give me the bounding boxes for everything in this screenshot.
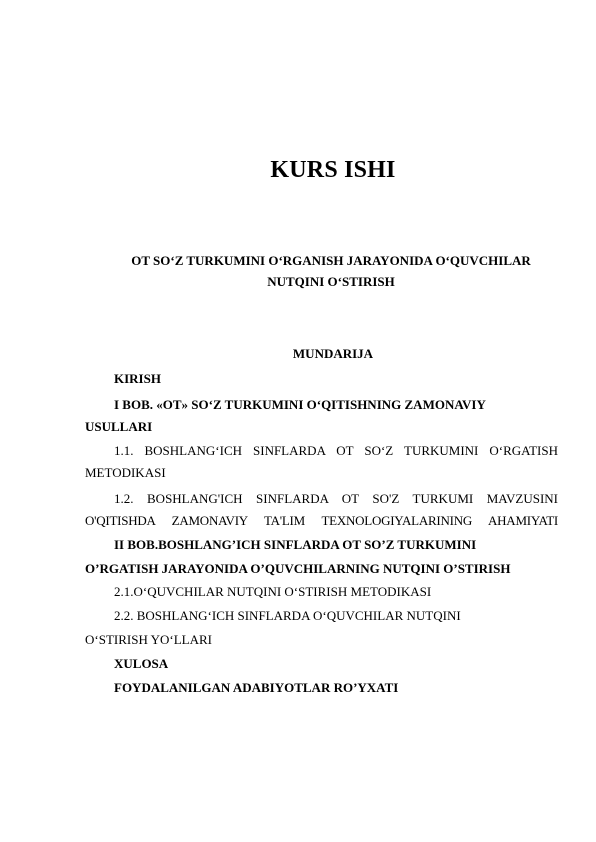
toc-references: FOYDALANILGAN ADABIYOTLAR RO’YXATI <box>114 680 399 695</box>
topic-line-2: NUTQINI O‘STIRISH <box>267 274 395 289</box>
toc-section-1-1-line-1: 1.1. BOSHLANG‘ICH SINFLARDA OT SO‘Z TURKUMINI O‘RGATISH <box>114 443 558 458</box>
toc-section-2-2-line-1: 2.2. BOSHLANG‘ICH SINFLARDA O‘QUVCHILAR NUTQINI <box>114 608 461 623</box>
toc-chapter-1-line-1: I BOB. «OT» SO‘Z TURKUMINI O‘QITISHNING ZAMONAVIY <box>114 397 486 412</box>
toc-section-1-1-line-2: METODIKASI <box>85 465 166 480</box>
topic-title <box>96 250 566 292</box>
toc-chapter-2-line-1 <box>114 534 558 555</box>
toc-section-1-2-line-2: O'QITISHDA ZAMONAVIY TA'LIM TEXNOLOGIYALARINING AHAMIYATI <box>85 513 558 528</box>
topic-line-1: OT SO‘Z TURKUMINI O‘RGANISH JARAYONIDA O‘QUVCHILAR <box>131 253 531 268</box>
toc-section-2-1: 2.1.O‘QUVCHILAR NUTQINI O‘STIRISH METODIKASI <box>114 584 432 599</box>
toc-intro: KIRISH <box>114 371 161 386</box>
toc-chapter-2-line-2: O’RGATISH JARAYONIDA O’QUVCHILARNING NUTQINI O’STIRISH <box>85 561 511 576</box>
toc-heading: MUNDARIJA <box>292 346 374 361</box>
toc-section-2-2-line-2: O‘STIRISH YO‘LLARI <box>85 632 212 647</box>
toc-conclusion: XULOSA <box>114 656 169 671</box>
toc-chapter-1-line-2: USULLARI <box>85 419 153 434</box>
toc-chapter-2-prefix: II BOB <box>114 537 155 552</box>
toc-section-1-2-line-1: 1.2. BOSHLANG'ICH SINFLARDA OT SO'Z TURKUMI MAVZUSINI <box>114 491 558 506</box>
toc-chapter-2-title: .BOSHLANG’ICH SINFLARDA OT SO’Z TURKUMINI <box>154 537 477 552</box>
document-title: KURS ISHI <box>270 157 396 183</box>
